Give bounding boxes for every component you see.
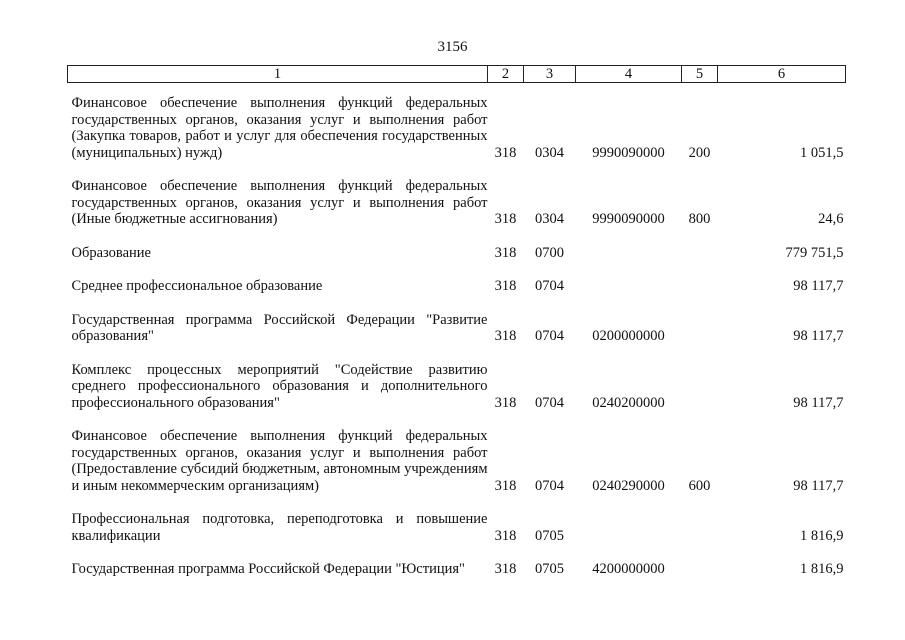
section-code: 0700 — [535, 244, 564, 261]
section-code: 0705 — [535, 561, 564, 577]
table-row — [68, 561, 846, 578]
target-article-code — [576, 278, 682, 295]
ministry-code: 318 — [494, 211, 517, 227]
target-article-code: 9990090000 — [592, 144, 665, 161]
expense-type-code — [682, 362, 718, 412]
table-row — [68, 312, 846, 345]
section-code: 0704 — [535, 278, 564, 294]
row-name: Финансовое обеспечение выполнения функций федеральных государственных органов, оказания услуг и выполнения работ (Иные бюджетные ассигнования) — [71, 178, 488, 227]
row-name: Комплекс процессных мероприятий "Содействие развитию среднего профессионального образования и дополнительного профессионального образования" — [71, 361, 488, 411]
row-name: Финансовое обеспечение выполнения функций федеральных государственных органов, оказания услуг и выполнения работ (Предоставление субсидий бюджетным, автономным учреждениям и иным некоммерческим организациям) — [71, 428, 488, 494]
budget-table — [67, 65, 846, 578]
amount: 98 117,7 — [793, 394, 844, 411]
ministry-code: 318 — [494, 244, 517, 261]
row-name: Государственная программа Российской Федерации "Юстиция" — [71, 561, 465, 577]
amount: 1 816,9 — [800, 561, 844, 577]
amount: 1 816,9 — [800, 527, 844, 544]
header-row — [68, 66, 846, 83]
target-article-code: 0240200000 — [592, 394, 665, 411]
expense-type-code — [682, 312, 718, 345]
column-header-5: 5 — [682, 66, 718, 83]
expense-type-code — [682, 561, 718, 578]
section-code: 0705 — [535, 527, 564, 544]
page-number: 3156 — [437, 39, 468, 55]
table-body — [68, 83, 846, 578]
expense-type-code — [682, 511, 718, 544]
table-row — [68, 511, 846, 544]
amount: 1 051,5 — [800, 144, 844, 161]
target-article-code — [576, 511, 682, 544]
amount: 98 117,7 — [793, 278, 844, 294]
section-code: 0304 — [535, 144, 564, 161]
expense-type-code: 800 — [688, 211, 711, 227]
expense-type-code: 600 — [688, 477, 711, 494]
amount: 24,6 — [818, 211, 844, 227]
section-code: 0304 — [535, 211, 564, 227]
expense-type-code — [682, 245, 718, 262]
section-code: 0704 — [535, 394, 564, 411]
row-name: Финансовое обеспечение выполнения функций федеральных государственных органов, оказания услуг и выполнения работ (Закупка товаров, работ и услуг для обеспечения государственных (муниципальных) нужд) — [71, 95, 488, 161]
section-code: 0704 — [535, 477, 564, 494]
ministry-code: 318 — [494, 561, 517, 577]
expense-type-code: 200 — [688, 144, 711, 161]
target-article-code: 0240290000 — [592, 477, 665, 494]
target-article-code: 9990090000 — [592, 211, 665, 227]
table-row — [68, 245, 846, 262]
column-header-2: 2 — [488, 66, 524, 83]
target-article-code: 4200000000 — [592, 561, 665, 577]
row-name: Среднее профессиональное образование — [71, 278, 323, 294]
row-name: Государственная программа Российской Федерации "Развитие образования" — [71, 311, 488, 344]
column-header-6: 6 — [718, 66, 846, 83]
table-row — [68, 178, 846, 228]
column-header-1: 1 — [68, 66, 488, 83]
column-header-4: 4 — [576, 66, 682, 83]
column-header-3: 3 — [524, 66, 576, 83]
table-header — [68, 66, 846, 83]
ministry-code: 318 — [494, 527, 517, 544]
ministry-code: 318 — [494, 394, 517, 411]
row-name: Профессиональная подготовка, переподготовка и повышение квалификации — [71, 511, 488, 544]
target-article-code — [576, 245, 682, 262]
ministry-code: 318 — [494, 477, 517, 494]
expense-type-code — [682, 278, 718, 295]
target-article-code: 0200000000 — [592, 328, 665, 344]
amount: 98 117,7 — [793, 477, 844, 494]
row-name: Образование — [71, 244, 151, 261]
table-row — [68, 362, 846, 412]
table-row — [68, 95, 846, 161]
amount: 779 751,5 — [785, 244, 844, 261]
ministry-code: 318 — [494, 144, 517, 161]
ministry-code: 318 — [494, 328, 517, 344]
ministry-code: 318 — [494, 278, 517, 294]
section-code: 0704 — [535, 328, 564, 344]
table-row — [68, 428, 846, 494]
amount: 98 117,7 — [793, 328, 844, 344]
table-row — [68, 278, 846, 295]
